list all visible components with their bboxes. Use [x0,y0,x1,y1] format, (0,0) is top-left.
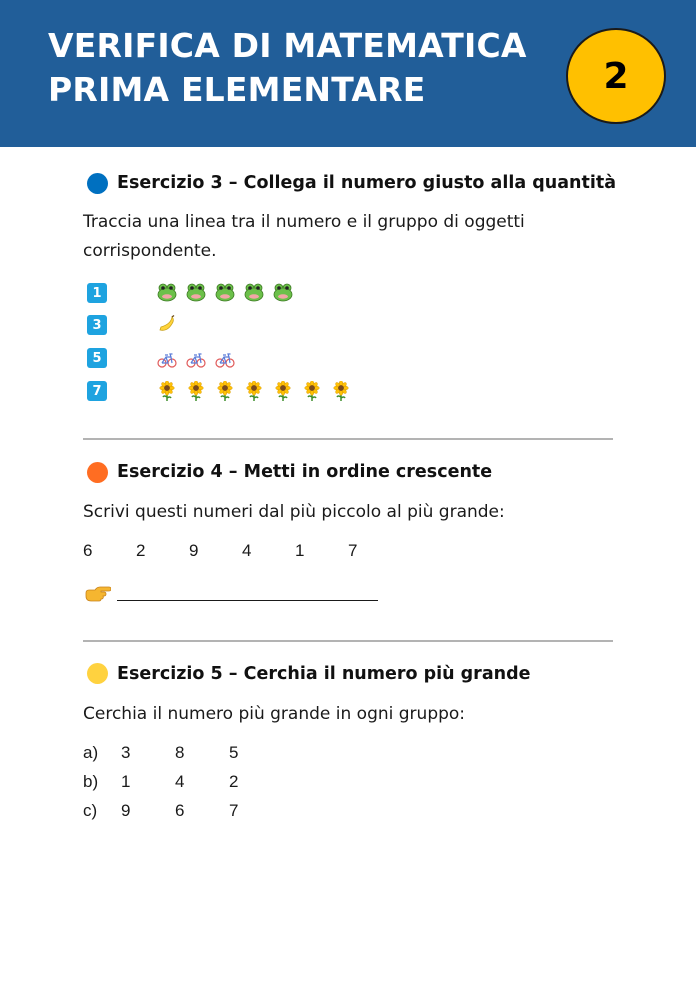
banana-group [157,314,186,336]
sunflower-icon [215,381,235,401]
section-divider [83,438,613,440]
number-box-7: 7 [87,381,107,401]
group-label: c) [83,801,98,820]
frog-icon [215,282,235,302]
banana-icon [157,314,177,334]
answer-line[interactable] [117,600,378,601]
bicycle-icon [186,350,206,370]
group-number[interactable]: 8 [175,743,185,762]
sunflower-icon [157,381,177,401]
pointing-hand-icon [85,584,111,604]
sunflower-icon [186,381,206,401]
group-number[interactable]: 9 [121,801,131,820]
group-number[interactable]: 7 [229,801,239,820]
number-box-5: 5 [87,348,107,368]
page-number-badge: 2 [566,28,666,124]
number-box-3: 3 [87,315,107,335]
exercise-3-title: Esercizio 3 – Collega il numero giusto alla quantità [117,173,617,193]
group-number[interactable]: 3 [121,743,131,762]
group-number[interactable]: 2 [229,772,239,791]
group-label: a) [83,743,99,762]
group-number[interactable]: 1 [121,772,131,791]
group-number[interactable]: 6 [175,801,185,820]
frog-icon [244,282,264,302]
exercise-5-instruction: Cerchia il numero più grande in ogni gruppo: [83,704,466,724]
number-group-b [83,772,283,792]
bicycle-icon [215,350,235,370]
sequence-number: 9 [189,541,199,560]
sunflower-group [157,381,360,403]
sunflower-icon [273,381,293,401]
number-group-a [83,743,283,763]
bicycle-icon [157,350,177,370]
frog-icon [157,282,177,302]
group-number[interactable]: 5 [229,743,239,762]
sequence-number: 1 [295,541,305,560]
frog-group [157,282,302,304]
frog-icon [273,282,293,302]
exercise-5-dot [87,663,108,684]
exercise-4-instruction: Scrivi questi numeri dal più piccolo al più grande: [83,502,505,522]
sequence-number: 6 [83,541,93,560]
sequence-number: 2 [136,541,146,560]
exercise-4-dot [87,462,108,483]
title-line-1: VERIFICA DI MATEMATICA [48,26,527,65]
frog-icon [186,282,206,302]
exercise-3-instruction: Traccia una linea tra il numero e il gruppo di oggetti corrispondente. [83,212,525,261]
exercise-4-title: Esercizio 4 – Metti in ordine crescente [117,462,493,482]
sunflower-icon [302,381,322,401]
page-title [48,24,527,112]
sunflower-icon [244,381,264,401]
group-label: b) [83,772,99,791]
exercise-5-title: Esercizio 5 – Cerchia il numero più grande [117,664,531,684]
number-box-1: 1 [87,283,107,303]
sequence-number: 7 [348,541,358,560]
sequence-number: 4 [242,541,252,560]
group-number[interactable]: 4 [175,772,185,791]
exercise-3-dot [87,173,108,194]
bicycle-group [157,350,244,372]
number-group-c [83,801,283,821]
section-divider [83,640,613,642]
number-sequence [83,541,401,561]
sunflower-icon [331,381,351,401]
header-banner [0,0,696,147]
title-line-2: PRIMA ELEMENTARE [48,70,426,109]
